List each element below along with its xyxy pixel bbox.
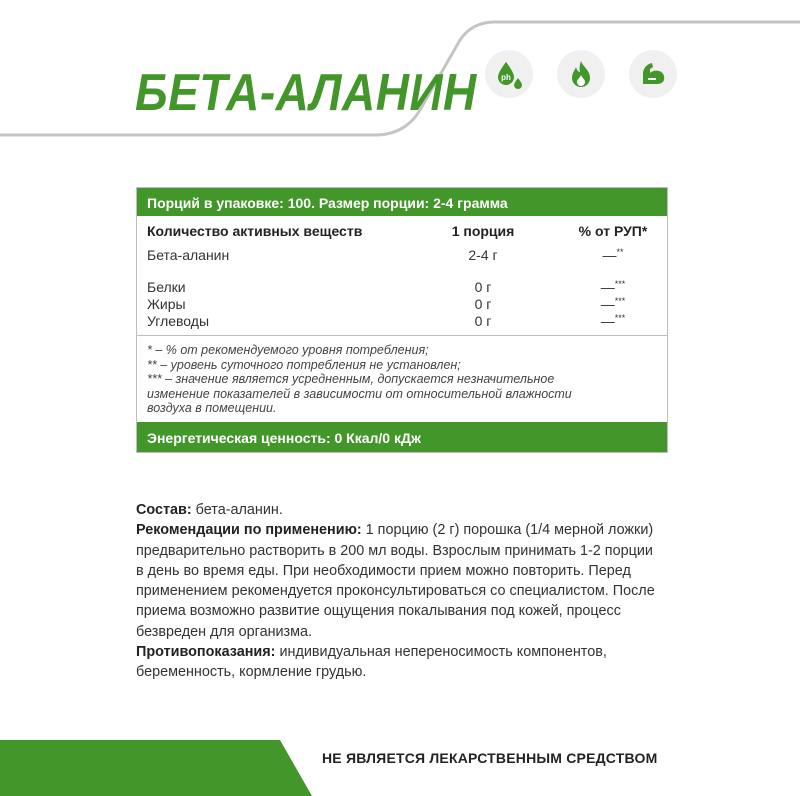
footnote: * – % от рекомендуемого уровня потребления; bbox=[147, 343, 429, 357]
composition-text: бета-аланин. bbox=[191, 502, 283, 518]
not-a-medicine-notice: НЕ ЯВЛЯЕТСЯ ЛЕКАРСТВЕННЫМ СРЕДСТВОМ bbox=[322, 750, 658, 766]
row-fat-name: Жиры bbox=[147, 296, 186, 312]
table-footnotes bbox=[147, 343, 657, 416]
row-carbs-rdi: —*** bbox=[600, 313, 626, 329]
row-fat-portion: 0 г bbox=[474, 296, 492, 312]
bottom-green-band bbox=[0, 740, 800, 796]
usage-paragraph bbox=[136, 520, 656, 642]
footnote: изменение показателей в зависимости от относительной влажности bbox=[147, 386, 572, 401]
contraindications-text: индивидуальная непереносимость компонентов, беременность, кормление грудью. bbox=[136, 644, 607, 681]
row-fat-rdi: —*** bbox=[600, 296, 626, 312]
row-protein-name: Белки bbox=[147, 279, 186, 295]
contraindications-label: Противопоказания: bbox=[136, 644, 276, 661]
row-beta-alanine-rdi: —** bbox=[602, 247, 624, 263]
ph-drop-icon bbox=[485, 50, 533, 98]
composition-paragraph bbox=[136, 500, 656, 520]
row-beta-alanine-portion: 2-4 г bbox=[468, 247, 498, 263]
nutrition-table bbox=[136, 187, 668, 453]
ph-label: ph bbox=[501, 73, 511, 82]
col-header-portion: 1 порция bbox=[451, 223, 515, 239]
contraindications-paragraph bbox=[136, 642, 656, 683]
table-divider bbox=[137, 335, 667, 336]
muscle-arm-icon bbox=[629, 50, 677, 98]
usage-label: Рекомендации по применению: bbox=[136, 522, 362, 539]
composition-label: Состав: bbox=[136, 502, 192, 518]
usage-text: 1 порцию (2 г) порошка (1/4 мерной ложки) предварительно растворить в 200 мл воды. Взрослым принимать 1-2 порции в день во время еды. При необходимости прием можно повторить. Перед применением рекомендуется проконсультироваться со специалистом. После приема возможно развитие ощущения покалывания под кожей, процесс безвреден для организма. bbox=[136, 522, 655, 640]
row-carbs-portion: 0 г bbox=[474, 313, 492, 329]
product-title: БЕТА-АЛАНИН bbox=[135, 63, 477, 122]
row-protein-portion: 0 г bbox=[474, 279, 492, 295]
footnote: воздуха в помещении. bbox=[147, 401, 277, 415]
col-header-rdi: % от РУП* bbox=[578, 223, 648, 239]
product-description bbox=[136, 500, 656, 683]
footnote: *** – значение является усредненным, допускается незначительное bbox=[147, 372, 555, 386]
table-body bbox=[137, 216, 667, 329]
flame-icon bbox=[557, 50, 605, 98]
col-header-substances: Количество активных веществ bbox=[147, 223, 363, 239]
row-carbs-name: Углеводы bbox=[147, 313, 210, 329]
servings-header: Порций в упаковке: 100. Размер порции: 2-4 грамма bbox=[137, 188, 667, 216]
row-protein-rdi: —*** bbox=[600, 279, 626, 295]
row-beta-alanine-name: Бета-аланин bbox=[147, 247, 230, 263]
feature-icons bbox=[485, 50, 677, 98]
footnote: ** – уровень суточного потребления не установлен; bbox=[147, 357, 461, 372]
energy-value-footer: Энергетическая ценность: 0 Ккал/0 кДж bbox=[137, 422, 667, 452]
